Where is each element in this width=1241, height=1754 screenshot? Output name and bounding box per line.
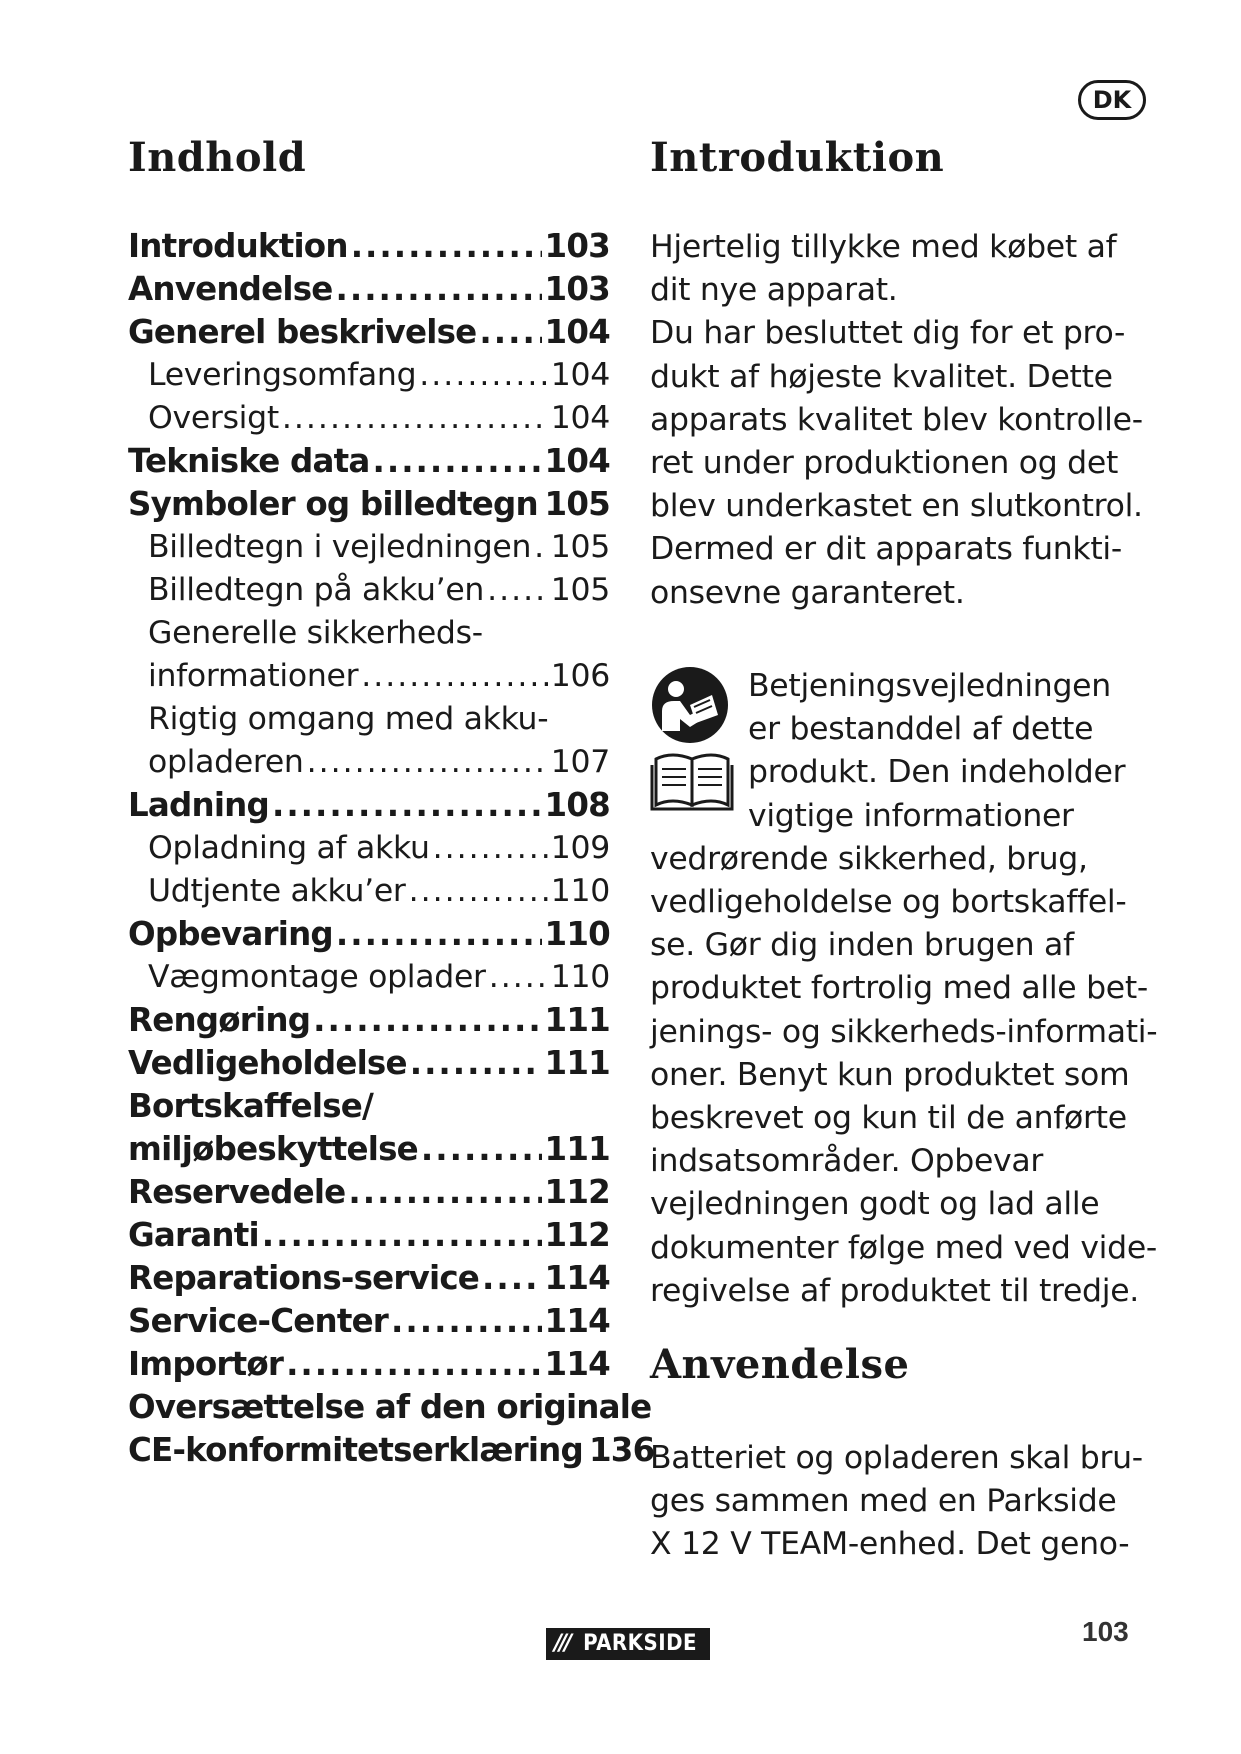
toc-entry: [128, 741, 610, 784]
toc-leader-dots: [410, 1042, 542, 1085]
toc-entry-title: Reparations-service: [128, 1259, 480, 1297]
toc-entry: [128, 311, 610, 354]
toc-entry-title: Generel beskrivelse: [128, 313, 477, 351]
toc-entry-title: Introduktion: [128, 227, 348, 265]
toc-entry-page: 136: [588, 1431, 655, 1469]
note-line: vejledningen godt og lad alle: [650, 1186, 1100, 1223]
note-line: indsatsområder. Opbevar: [650, 1143, 1044, 1180]
toc-entry-title: Billedtegn i vejledningen: [148, 529, 532, 565]
note-line: beskrevet og kun til de anførte: [650, 1100, 1127, 1137]
language-badge: DK: [1078, 80, 1146, 120]
open-book-icon: [650, 751, 738, 811]
page-number: 103: [1082, 1616, 1129, 1647]
toc-leader-dots: [286, 1343, 541, 1386]
usage-title: Anvendelse: [650, 1341, 910, 1388]
toc-entry-title: Tekniske data: [128, 442, 370, 480]
toc-entry-page: 104: [550, 357, 610, 393]
toc-entry-title: Opbevaring: [128, 915, 333, 953]
toc-leader-dots: [361, 655, 548, 698]
toc-entry-title: CE-konformitetserklæring: [128, 1431, 583, 1469]
usage-line: X 12 V TEAM-enhed. Det geno-: [650, 1526, 1130, 1563]
toc-entry: [128, 268, 610, 311]
toc-entry-page: 114: [544, 1302, 610, 1340]
toc-leader-dots: [351, 225, 542, 268]
toc-entry-title: Symboler og billedtegn: [128, 485, 538, 523]
toc-entry-page: 114: [544, 1345, 610, 1383]
toc-entry-page: 112: [544, 1216, 610, 1254]
toc-entry: [128, 655, 610, 698]
intro-line: dukt af højeste kvalitet. Dette: [650, 358, 1113, 395]
toc-entry: [128, 1257, 610, 1300]
toc-leader-dots: [433, 827, 548, 870]
note-line: produkt. Den indeholder: [748, 754, 1126, 791]
manual-note: [650, 665, 1170, 1313]
toc-leader-dots: [272, 784, 542, 827]
toc-leader-dots: [348, 1171, 541, 1214]
toc-leader-dots: [482, 1257, 542, 1300]
toc-entry: [128, 1343, 610, 1386]
toc-entry-title: miljøbeskyttelse: [128, 1130, 418, 1168]
toc-entry-page: 111: [544, 1001, 610, 1039]
note-line: jenings- og sikkerheds-informati-: [650, 1013, 1158, 1050]
toc-entry: [128, 827, 610, 870]
toc-entry: [128, 1171, 610, 1214]
toc-leader-dots: [479, 311, 541, 354]
toc-entry: [128, 870, 610, 913]
toc-entry: [128, 913, 610, 956]
toc-entry-title: opladeren: [148, 744, 304, 780]
intro-line: ret under produktionen og det: [650, 445, 1118, 482]
note-line: vigtige informationer: [748, 797, 1074, 834]
toc-entry-page: 107: [550, 744, 610, 780]
toc-entry-page: 104: [544, 442, 610, 480]
toc-entry-title: Vægmontage oplader: [148, 959, 486, 995]
toc-entry-page: 111: [544, 1130, 610, 1168]
toc-entry-title: Leveringsomfang: [148, 357, 417, 393]
note-line: regivelse af produktet til tredje.: [650, 1272, 1139, 1309]
toc-entry: [128, 526, 610, 569]
toc-entry: [128, 999, 610, 1042]
toc-leader-dots: [534, 526, 548, 569]
toc-entry-title: Billedtegn på akku’en: [148, 572, 485, 608]
toc-entry-page: 110: [544, 915, 610, 953]
toc-leader-dots: [282, 397, 548, 440]
note-line: Betjeningsvejledningen: [748, 668, 1111, 704]
toc-entry-title: informationer: [148, 658, 359, 694]
intro-line: Du har besluttet dig for et pro-: [650, 315, 1126, 352]
toc-entry-title: Importør: [128, 1345, 284, 1383]
toc-entry-title: Ladning: [128, 786, 269, 824]
toc-entry: [128, 956, 610, 999]
usage-line: ges sammen med en Parkside: [650, 1483, 1117, 1520]
toc-entry: [128, 1214, 610, 1257]
toc-entry-line: Bortskaffelse/: [128, 1087, 374, 1125]
note-line: vedligeholdelse og bortskaffel-: [650, 884, 1127, 921]
note-line: produktet fortrolig med alle bet-: [650, 970, 1148, 1007]
toc-entry-line: Oversættelse af den originale: [128, 1388, 652, 1426]
intro-line: onsevne garanteret.: [650, 574, 965, 611]
toc-leader-dots: [262, 1214, 542, 1257]
intro-line: dit nye apparat.: [650, 272, 898, 309]
table-of-contents: [128, 225, 655, 1472]
intro-line: Dermed er dit apparats funkti-: [650, 531, 1122, 568]
toc-entry-title: Reservedele: [128, 1173, 346, 1211]
toc-title: Indhold: [128, 134, 307, 181]
logo-slashes: ///: [554, 1631, 570, 1656]
usage-line: Batteriet og opladeren skal bru-: [650, 1440, 1143, 1476]
toc-entry-title: Vedligeholdelse: [128, 1044, 407, 1082]
toc-leader-dots: [421, 1128, 542, 1171]
toc-entry: [128, 397, 610, 440]
toc-entry-page: 105: [550, 529, 610, 565]
toc-leader-dots: [307, 741, 548, 784]
toc-leader-dots: [336, 268, 542, 311]
toc-leader-dots: [541, 483, 542, 526]
toc-entry: [128, 1300, 610, 1343]
toc-entry-page: 104: [544, 313, 610, 351]
toc-entry: [128, 225, 610, 268]
toc-entry-page: 103: [544, 270, 610, 308]
toc-entry: [128, 354, 610, 397]
toc-entry-page: 110: [550, 873, 610, 909]
toc-entry-title: Udtjente akku’er: [148, 873, 406, 909]
introduction-title: Introduktion: [650, 134, 945, 181]
intro-line: apparats kvalitet blev kontrolle-: [650, 401, 1143, 438]
note-line: dokumenter følge med ved vide-: [650, 1229, 1157, 1266]
toc-entry-page: 105: [550, 572, 610, 608]
intro-line: blev underkastet en slutkontrol.: [650, 488, 1143, 525]
toc-entry: [128, 1042, 610, 1085]
note-line: er bestanddel af dette: [748, 711, 1094, 748]
toc-entry: [128, 784, 610, 827]
introduction-text: [650, 226, 1150, 615]
toc-entry-line: Rigtig omgang med akku-: [148, 701, 549, 737]
toc-entry-page: 110: [550, 959, 610, 995]
toc-entry-title: Anvendelse: [128, 270, 333, 308]
toc-entry: [128, 440, 610, 483]
toc-entry: [128, 483, 610, 526]
toc-entry: [128, 1429, 655, 1472]
toc-leader-dots: [313, 999, 541, 1042]
note-line: oner. Benyt kun produktet som: [650, 1056, 1130, 1093]
logo-text: PARKSIDE: [583, 1631, 698, 1656]
toc-leader-dots: [391, 1300, 542, 1343]
toc-entry-title: Garanti: [128, 1216, 259, 1254]
intro-line: Hjertelig tillykke med købet af: [650, 229, 1117, 265]
toc-entry-title: Rengøring: [128, 1001, 311, 1039]
note-line: vedrørende sikkerhed, brug,: [650, 840, 1088, 877]
parkside-logo: [546, 1628, 710, 1660]
toc-leader-dots: [487, 569, 548, 612]
toc-leader-dots: [409, 870, 548, 913]
toc-entry-line: Generelle sikkerheds-: [148, 615, 483, 651]
toc-entry-page: 108: [544, 786, 610, 824]
toc-entry-title: Oversigt: [148, 400, 279, 436]
toc-entry-page: 106: [550, 658, 610, 694]
usage-text: [650, 1437, 1150, 1567]
toc-leader-dots: [489, 956, 548, 999]
note-line: se. Gør dig inden brugen af: [650, 927, 1074, 964]
note-icons: [650, 665, 738, 805]
toc-entry-title: Service-Center: [128, 1302, 389, 1340]
toc-entry-page: 111: [544, 1044, 610, 1082]
toc-entry-page: 114: [544, 1259, 610, 1297]
toc-entry: [128, 569, 610, 612]
toc-entry-page: 109: [550, 830, 610, 866]
toc-entry-page: 103: [544, 227, 610, 265]
toc-leader-dots: [373, 440, 542, 483]
toc-entry-page: 105: [544, 485, 610, 523]
toc-leader-dots: [336, 913, 542, 956]
toc-entry: [128, 1128, 610, 1171]
toc-leader-dots: [419, 354, 547, 397]
toc-entry-page: 112: [544, 1173, 610, 1211]
toc-entry-page: 104: [550, 400, 610, 436]
toc-entry-title: Opladning af akku: [148, 830, 430, 866]
